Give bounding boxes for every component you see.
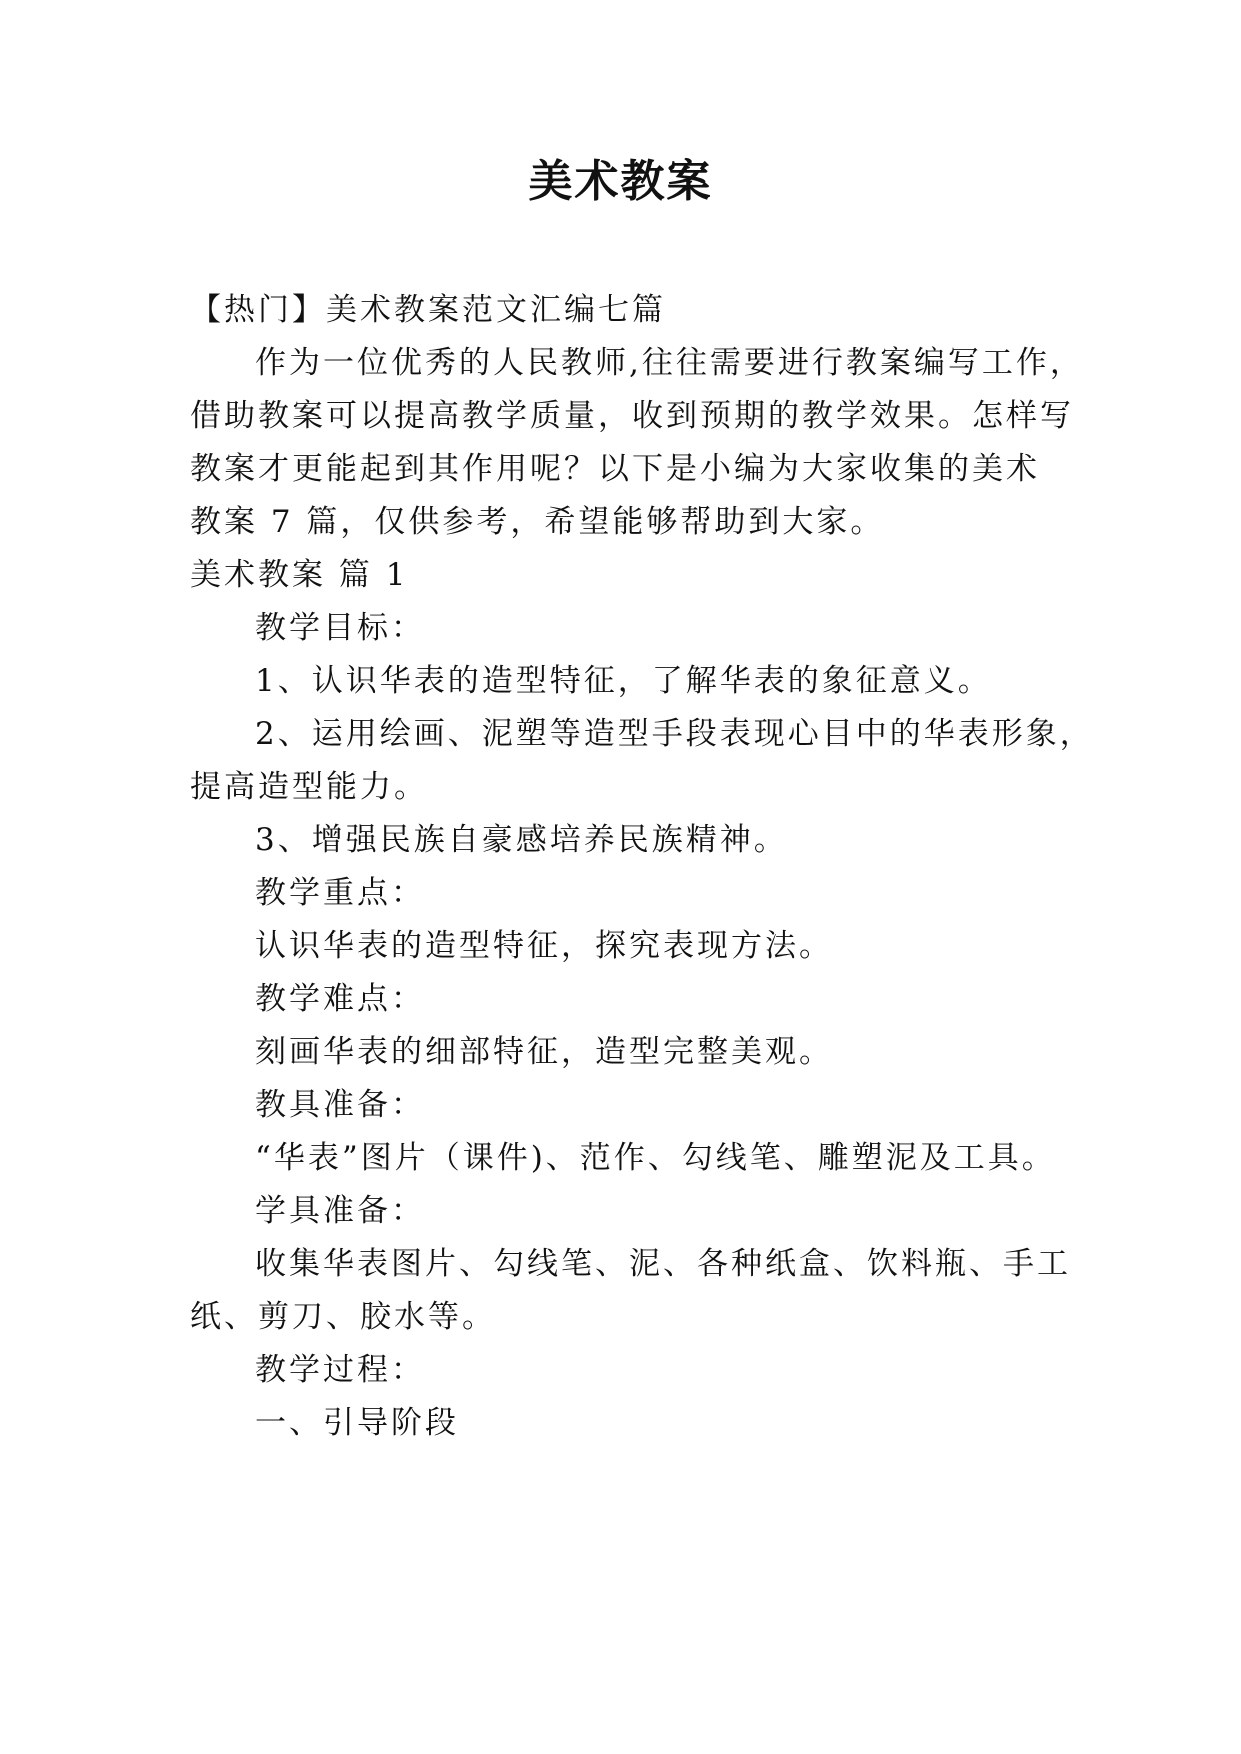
difficulty-heading: 教学难点： [255, 981, 425, 1017]
intro-line-2: 借助教案可以提高教学质量，收到预期的教学效果。怎样写 [190, 398, 1074, 434]
document-title: 美术教案 [528, 156, 713, 207]
student-materials-text: 收集华表图片、勾线笔、泥、各种纸盒、饮料瓶、手工 [255, 1246, 1071, 1282]
key-points-text: 认识华表的造型特征，探究表现方法。 [255, 928, 833, 964]
subtitle-line: 【热门】美术教案范文汇编七篇 [190, 292, 666, 328]
goal-2: 2、运用绘画、泥塑等造型手段表现心目中的华表形象， [255, 716, 1094, 752]
teaching-goals-heading: 教学目标： [255, 610, 425, 646]
goal-2-continued: 提高造型能力。 [190, 769, 428, 805]
difficulty-text: 刻画华表的细部特征，造型完整美观。 [255, 1034, 833, 1070]
intro-line-1: 作为一位优秀的人民教师,往往需要进行教案编写工作， [255, 345, 1084, 381]
guidance-stage-heading: 一、引导阶段 [255, 1405, 459, 1441]
intro-line-3: 教案才更能起到其作用呢？以下是小编为大家收集的美术 [190, 451, 1040, 487]
section-heading: 美术教案 篇 1 [190, 557, 409, 593]
student-materials-continued: 纸、剪刀、胶水等。 [190, 1299, 496, 1335]
goal-3: 3、增强民族自豪感培养民族精神。 [255, 822, 788, 858]
teaching-aids-heading: 教具准备： [255, 1087, 425, 1123]
student-materials-heading: 学具准备： [255, 1193, 425, 1229]
goal-1: 1、认识华表的造型特征，了解华表的象征意义。 [255, 663, 992, 699]
teaching-process-heading: 教学过程： [255, 1352, 425, 1388]
intro-line-4: 教案 7 篇，仅供参考，希望能够帮助到大家。 [190, 504, 885, 540]
key-points-heading: 教学重点： [255, 875, 425, 911]
teaching-aids-text: “华表”图片（课件)、范作、勾线笔、雕塑泥及工具。 [255, 1140, 1056, 1176]
